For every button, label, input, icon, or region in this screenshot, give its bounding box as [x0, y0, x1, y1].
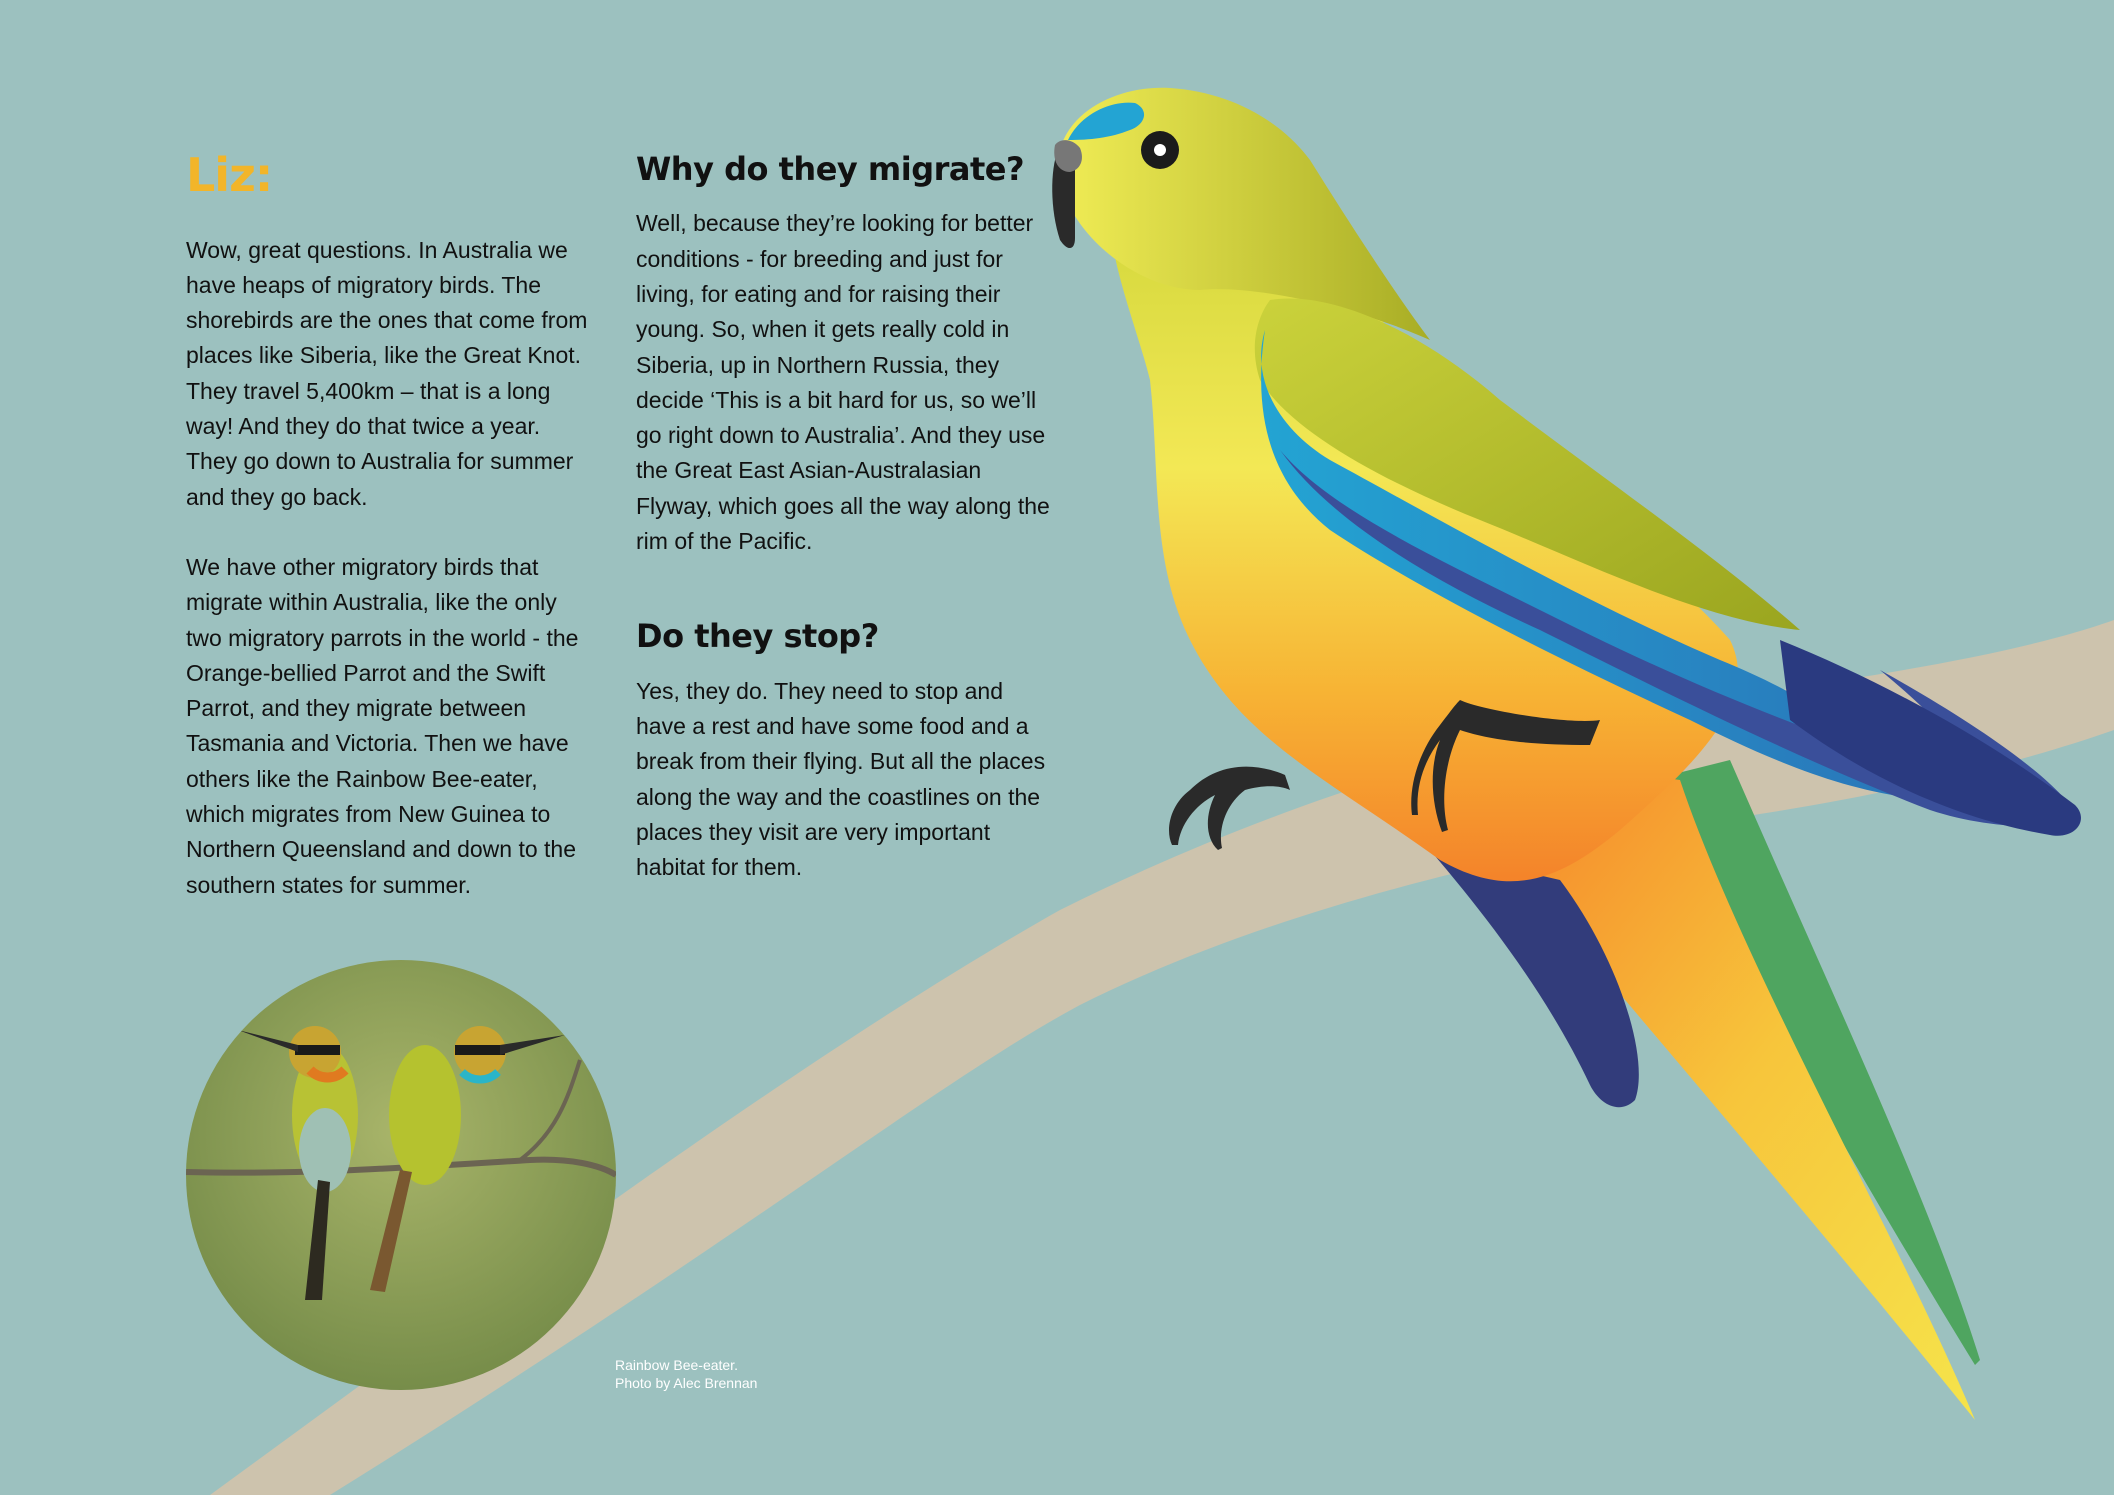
answer-paragraph-1: Wow, great questions. In Australia we have heaps of migratory birds. The shorebirds are the ones that come from places like Siberia, like the Great Knot. They travel 5,400km – that is a long way! And they do that twice a year. They go down to Australia for summer and they go back.: [186, 236, 588, 510]
bee-eater-photo: [186, 960, 616, 1390]
heading-why-migrate: Why do they migrate?: [636, 150, 1025, 188]
liz-answer-column: [186, 150, 596, 903]
do-they-stop-paragraph: Yes, they do. They need to stop and have a rest and have some food and a break from their flying. But all the places along the way and the coastlines on the places they visit are very important habitat for them.: [636, 677, 1046, 881]
answer-paragraph-2: We have other migratory birds that migrate within Australia, like the only two migratory parrots in the world - the Orange-bellied Parrot and the Swift Parrot, and they migrate between Tasmania and Victoria. Then we have others like the Rainbow Bee-eater, which migrates from New Guinea to Northern Queensland and down to the southern states for summer.: [186, 553, 579, 898]
speaker-name: Liz:: [186, 148, 273, 202]
caption-title: Rainbow Bee-eater.: [615, 1357, 738, 1373]
photo-caption: [615, 1356, 757, 1392]
heading-do-they-stop: Do they stop?: [636, 617, 879, 656]
qa-column: [636, 150, 1056, 886]
caption-credit: Photo by Alec Brennan: [615, 1375, 758, 1391]
why-migrate-paragraph: Well, because they’re looking for better conditions - for breeding and just for living, for eating and for raising their young. So, when it gets really cold in Siberia, up in Northern Russia, they decide ‘This is a bit hard for us, so we’ll go right down to Australia’. And they use the Great East Asian-Australasian Flyway, which goes all the way along the rim of the Pacific.: [636, 210, 1050, 555]
